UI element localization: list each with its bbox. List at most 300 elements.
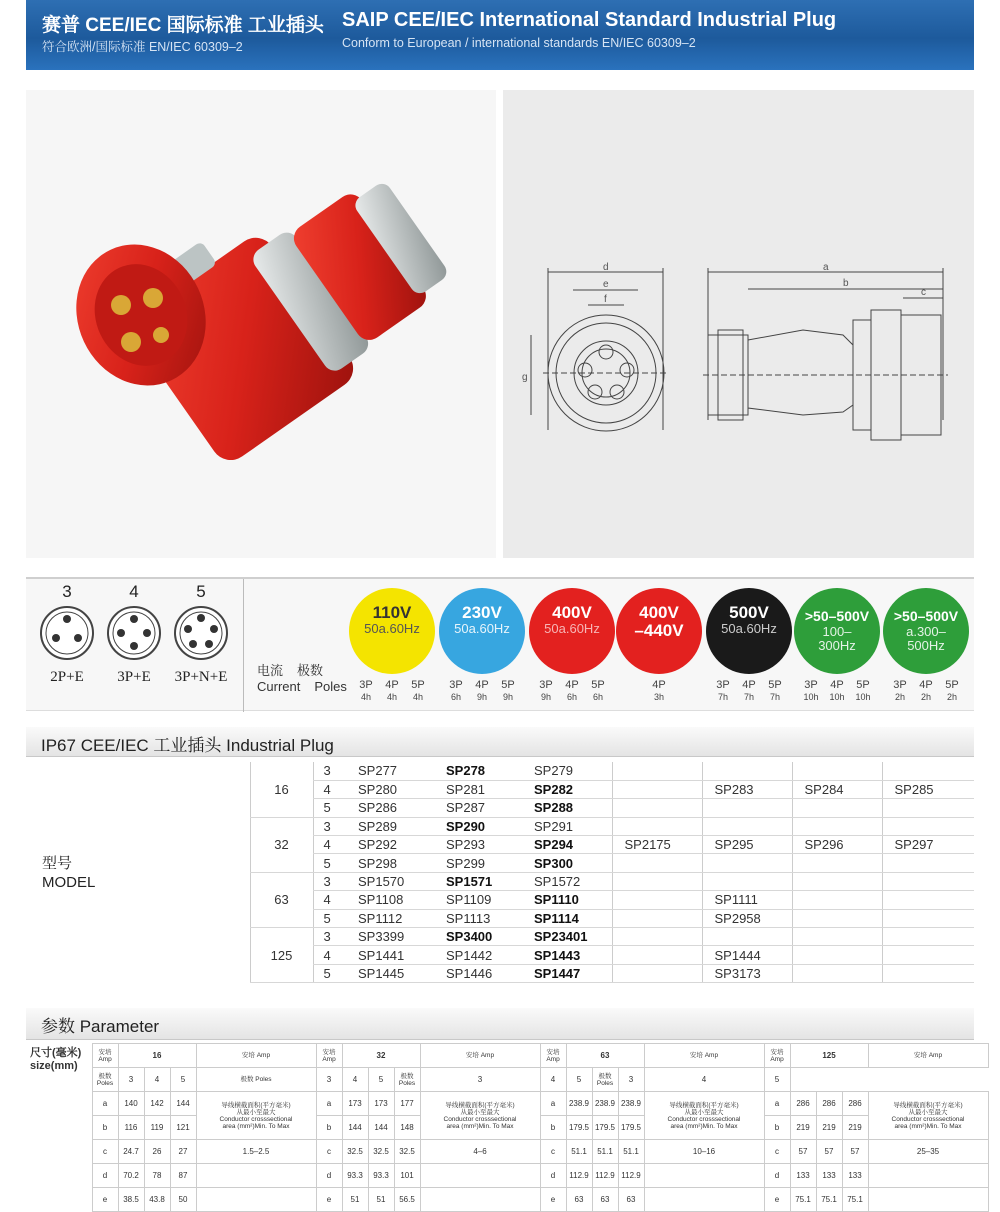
param-value: b [92,1116,118,1140]
param-value: 173 [342,1092,368,1116]
amp-label: 安培 Amp [868,1044,988,1068]
frequency: 50a.60Hz [454,621,510,636]
param-value: 32.5 [368,1140,394,1164]
pin-label: 3P+E [117,669,151,685]
param-value: e [92,1188,118,1212]
parameter-table [26,1043,974,1210]
pole-codes [887,679,965,703]
param-value: 112.9 [566,1164,592,1188]
param-value: 75.1 [842,1188,868,1212]
frequency: 50a.60Hz [721,621,777,636]
voltage-value: 230V [462,603,502,622]
pole-number: 3 [118,1068,144,1092]
model-code [792,891,882,909]
model-code: SP1112 [346,909,434,927]
model-code: SP23401 [522,928,612,946]
voltage-value: 400V [552,603,592,622]
pole-code: 4P [830,679,844,691]
param-value: 38.5 [118,1188,144,1212]
param-value: 32.5 [394,1140,420,1164]
size-label-en: size(mm) [30,1059,78,1072]
model-code: SP278 [434,762,522,780]
pole-codes [798,679,876,703]
model-code [612,964,702,982]
pin-diagram-icon [38,604,96,662]
model-code: SP292 [346,836,434,854]
model-code [612,872,702,890]
table-row [26,964,974,982]
subtitle-en: Conform to European / international standards EN/IEC 60309–2 [342,36,696,50]
frequency: a.300– [906,624,946,639]
poles-label: 极数 Poles [92,1068,118,1092]
param-value: 63 [566,1188,592,1212]
hour-code: 4h [360,692,371,702]
model-code [882,762,974,780]
model-code [882,854,974,872]
param-value: e [540,1188,566,1212]
param-value: b [316,1116,342,1140]
conductor-line: area (mm²)Min. To Max [894,1122,962,1130]
frequency-2: 300Hz [818,638,856,653]
poles-label-en: Poles [314,679,347,694]
param-value: 173 [368,1092,394,1116]
param-value: 219 [790,1116,816,1140]
model-code: SP1111 [702,891,792,909]
hour-code: 10h [829,692,845,702]
pin-label: 3P+N+E [174,669,228,685]
pole-code: 5P [411,679,425,691]
hour-code: 6h [592,692,603,702]
blank-cell [868,1164,988,1188]
header-banner [26,0,974,70]
model-code [792,799,882,817]
blank-cell [868,1188,988,1212]
model-code: SP1113 [434,909,522,927]
pole-code: 3P [359,679,373,691]
pole-code: 4P [385,679,399,691]
model-code: SP291 [522,817,612,835]
hour-code: 2h [894,692,905,702]
pole-code: 3P [804,679,818,691]
model-code: SP290 [434,817,522,835]
param-value: c [764,1140,790,1164]
table-row [26,799,974,817]
param-value: a [316,1092,342,1116]
pole-code: 5P [945,679,959,691]
blank-cell [26,1188,92,1212]
model-code [612,909,702,927]
blank-cell [420,1188,540,1212]
voltage-value: 110V [372,603,412,622]
model-label-en: MODEL [42,874,96,891]
param-value: 144 [342,1116,368,1140]
model-code: SP296 [792,836,882,854]
param-value: 43.8 [144,1188,170,1212]
amp-cell: 16 [250,762,313,817]
subtitle-cn: 符合欧洲/国际标准 EN/IEC 60309–2 [42,40,243,54]
model-code: SP277 [346,762,434,780]
param-value: 101 [394,1164,420,1188]
model-code [882,909,974,927]
amp-label: 安培 Amp [420,1044,540,1068]
param-value: 133 [816,1164,842,1188]
model-code: SP1114 [522,909,612,927]
param-value: 87 [170,1164,196,1188]
size-label-cn: 尺寸(毫米) [30,1046,82,1059]
conductor-line: area (mm²)Min. To Max [670,1122,738,1130]
blank-cell [26,799,250,817]
blank-cell [644,1164,764,1188]
pole-code: 5P [768,679,782,691]
param-value: 57 [790,1140,816,1164]
pole-number: 3 [618,1068,644,1092]
pole-code: 4P [565,679,579,691]
blank-cell [644,1188,764,1212]
model-code [882,872,974,890]
param-header-row [26,1068,988,1092]
param-value: 51 [342,1188,368,1212]
param-value: c [92,1140,118,1164]
param-value: 121 [170,1116,196,1140]
model-code [792,817,882,835]
dim-label-e: e [603,279,609,290]
model-code: SP283 [702,780,792,798]
param-value: a [764,1092,790,1116]
param-value: 70.2 [118,1164,144,1188]
conductor-line: 从最小至最大 [460,1108,500,1116]
param-value: e [764,1188,790,1212]
pole-code: 4P [475,679,489,691]
model-code: SP1571 [434,872,522,890]
dim-label-d: d [603,262,609,273]
blank-cell [196,1188,316,1212]
voltage-badge [439,588,525,674]
pole-number: 3 [420,1068,540,1092]
blank-cell [196,1164,316,1188]
amp-label: 安培 Amp [764,1044,790,1068]
frequency: 100– [822,624,852,639]
model-code: SP2958 [702,909,792,927]
param-value: 57 [816,1140,842,1164]
pin-diagram-icon [172,604,230,662]
amp-cell: 63 [250,872,313,927]
table-row [26,872,974,890]
param-value: a [92,1092,118,1116]
model-code [792,872,882,890]
param-value: d [316,1164,342,1188]
amp-value: 32 [342,1044,420,1068]
table-row [26,780,974,798]
param-value: 238.9 [566,1092,592,1116]
table-row [26,1188,988,1212]
model-code: SP1570 [346,872,434,890]
model-code: SP279 [522,762,612,780]
conductor-label [420,1092,540,1140]
model-label [42,854,95,892]
blank-cell [26,762,250,780]
model-code [612,762,702,780]
conductor-line: Conductor crosssectional [219,1115,293,1123]
param-value: 112.9 [592,1164,618,1188]
model-code: SP1441 [346,946,434,964]
param-value: 144 [170,1092,196,1116]
model-table [26,762,974,984]
model-code: SP284 [792,780,882,798]
param-section-title: 参数 Parameter [26,1008,974,1040]
amp-label: 安培 Amp [644,1044,764,1068]
param-value: 112.9 [618,1164,644,1188]
param-value: 51.1 [566,1140,592,1164]
param-value: 238.9 [592,1092,618,1116]
param-value: 177 [394,1092,420,1116]
pole-code: 5P [501,679,515,691]
model-code: SP1445 [346,964,434,982]
poles-cell: 5 [313,799,346,817]
model-code: SP3173 [702,964,792,982]
model-code: SP287 [434,799,522,817]
hour-code: 10h [855,692,871,702]
model-code: SP1446 [434,964,522,982]
param-header-row [26,1044,988,1068]
param-value: 50 [170,1188,196,1212]
conductor-line: 导线横截面积(平方毫米) [221,1101,291,1109]
blank-cell [26,1164,92,1188]
blank-cell [26,1092,92,1116]
dimension-drawing [503,90,974,558]
pole-number: 5 [566,1068,592,1092]
current-poles-legend [257,663,361,695]
pole-codes [710,679,788,703]
model-code [612,780,702,798]
model-code [612,946,702,964]
pole-number: 5 [170,1068,196,1092]
current-label-cn: 电流 [257,663,284,678]
table-row [26,817,974,835]
param-value: 51.1 [592,1140,618,1164]
amp-value: 63 [566,1044,644,1068]
pole-code: 4P [742,679,756,691]
size-label [26,1044,92,1092]
frequency-2: 500Hz [907,638,945,653]
model-code [882,891,974,909]
poles-cell: 5 [313,964,346,982]
model-code [612,928,702,946]
pole-number: 4 [540,1068,566,1092]
table-row [26,1164,988,1188]
conductor-range: 1.5–2.5 [196,1140,316,1164]
param-value: 179.5 [618,1116,644,1140]
product-photo [26,90,496,558]
poles-cell: 3 [313,928,346,946]
poles-cell: 4 [313,946,346,964]
voltage-value: >50–500V [893,608,959,624]
pole-codes [533,679,611,703]
conductor-label [644,1092,764,1140]
voltage-value: >50–500V [804,608,870,624]
model-code: SP1447 [522,964,612,982]
dim-label-a: a [823,262,829,273]
blank-cell [26,1140,92,1164]
param-value: 51.1 [618,1140,644,1164]
pin-label: 2P+E [50,669,84,685]
param-value: 133 [790,1164,816,1188]
voltage-badge [529,588,615,674]
blank-cell [26,817,250,835]
pole-number: 5 [368,1068,394,1092]
title-en: SAIP CEE/IEC International Standard Industrial Plug [342,9,837,31]
model-code: SP1109 [434,891,522,909]
param-value: 140 [118,1092,144,1116]
hour-code: 3h [653,692,664,702]
model-code [702,854,792,872]
pin-config-4 [104,582,164,686]
poles-label: 极数 Poles [592,1068,618,1092]
pole-codes [353,679,431,703]
frequency: 50a.60Hz [544,621,600,636]
voltage-badge [794,588,880,674]
blank-cell [26,964,250,982]
pole-number: 4 [644,1068,764,1092]
hour-code: 9h [502,692,513,702]
conductor-range: 10–16 [644,1140,764,1164]
model-code [702,762,792,780]
conductor-range: 4–6 [420,1140,540,1164]
conductor-line: 从最小至最大 [908,1108,948,1116]
param-value: 26 [144,1140,170,1164]
param-value: 63 [618,1188,644,1212]
pin-diagram-icon [105,604,163,662]
param-value: 286 [790,1092,816,1116]
pin-count: 5 [196,582,206,601]
model-label-cn: 型号 [42,855,73,872]
conductor-line: Conductor crosssectional [891,1115,965,1123]
pole-number: 4 [342,1068,368,1092]
table-row [26,891,974,909]
param-value: 238.9 [618,1092,644,1116]
title-cn: 赛普 CEE/IEC 国际标准 工业插头 [42,15,324,36]
param-value: 63 [592,1188,618,1212]
pole-code: 5P [856,679,870,691]
model-code: SP1110 [522,891,612,909]
param-value: d [764,1164,790,1188]
param-value: 219 [816,1116,842,1140]
blank-cell [26,891,250,909]
param-value: b [540,1116,566,1140]
model-code: SP294 [522,836,612,854]
param-value: 179.5 [592,1116,618,1140]
voltage-badge [349,588,435,674]
blank-cell [26,909,250,927]
param-value: 116 [118,1116,144,1140]
table-row [26,762,974,780]
model-code: SP1444 [702,946,792,964]
model-code: SP1443 [522,946,612,964]
pole-code: 5P [591,679,605,691]
model-code [612,799,702,817]
voltage-badge [706,588,792,674]
model-code: SP282 [522,780,612,798]
poles-cell: 5 [313,854,346,872]
model-code: SP299 [434,854,522,872]
model-code [882,964,974,982]
amp-value: 16 [118,1044,196,1068]
conductor-line: area (mm²)Min. To Max [222,1122,290,1130]
param-value: 56.5 [394,1188,420,1212]
model-code [702,928,792,946]
param-value: 27 [170,1140,196,1164]
model-code [702,817,792,835]
amp-label: 安培 Amp [196,1044,316,1068]
poles-label: 极数 Poles [394,1068,420,1092]
blank-cell [26,928,250,946]
model-section-title: IP67 CEE/IEC 工业插头 Industrial Plug [26,727,974,757]
current-label-en: Current [257,679,301,694]
param-value: 142 [144,1092,170,1116]
model-code [612,854,702,872]
param-value: a [540,1092,566,1116]
table-row [26,836,974,854]
pole-code: 3P [716,679,730,691]
hour-code: 4h [412,692,423,702]
model-code: SP1572 [522,872,612,890]
model-code: SP285 [882,780,974,798]
param-value: 286 [816,1092,842,1116]
table-row [26,946,974,964]
poles-label-cn: 极数 [297,663,324,678]
frequency: 50a.60Hz [364,621,420,636]
poles-cell: 3 [313,762,346,780]
pole-code: 3P [449,679,463,691]
hour-code: 9h [540,692,551,702]
model-code: SP1442 [434,946,522,964]
hour-code: 2h [920,692,931,702]
hour-code: 6h [566,692,577,702]
poles-cell: 4 [313,780,346,798]
blank-cell [26,1116,92,1140]
voltage-badge [883,588,969,674]
param-value: 75.1 [790,1188,816,1212]
conductor-range: 25–35 [868,1140,988,1164]
pin-count: 4 [129,582,139,601]
param-value: 93.3 [342,1164,368,1188]
conductor-label [196,1092,316,1140]
pole-codes [646,679,672,703]
table-row [26,1140,988,1164]
param-value: e [316,1188,342,1212]
param-value: 24.7 [118,1140,144,1164]
model-code: SP288 [522,799,612,817]
model-code [792,964,882,982]
pole-number: 5 [764,1068,790,1092]
pole-codes [443,679,521,703]
model-code: SP297 [882,836,974,854]
amp-value: 125 [790,1044,868,1068]
amp-label: 安培 Amp [92,1044,118,1068]
model-code: SP1108 [346,891,434,909]
model-code [882,799,974,817]
conductor-line: 导线横截面积(平方毫米) [669,1101,739,1109]
amp-cell: 125 [250,928,313,983]
voltage-value-2: –440V [634,621,684,640]
ratings-strip [26,577,974,711]
param-value: 51 [368,1188,394,1212]
poles-label: 极数 Poles [196,1068,316,1092]
pole-code: 4P [652,679,666,691]
param-value: c [316,1140,342,1164]
model-code: SP293 [434,836,522,854]
param-value: 219 [842,1116,868,1140]
param-value: 179.5 [566,1116,592,1140]
